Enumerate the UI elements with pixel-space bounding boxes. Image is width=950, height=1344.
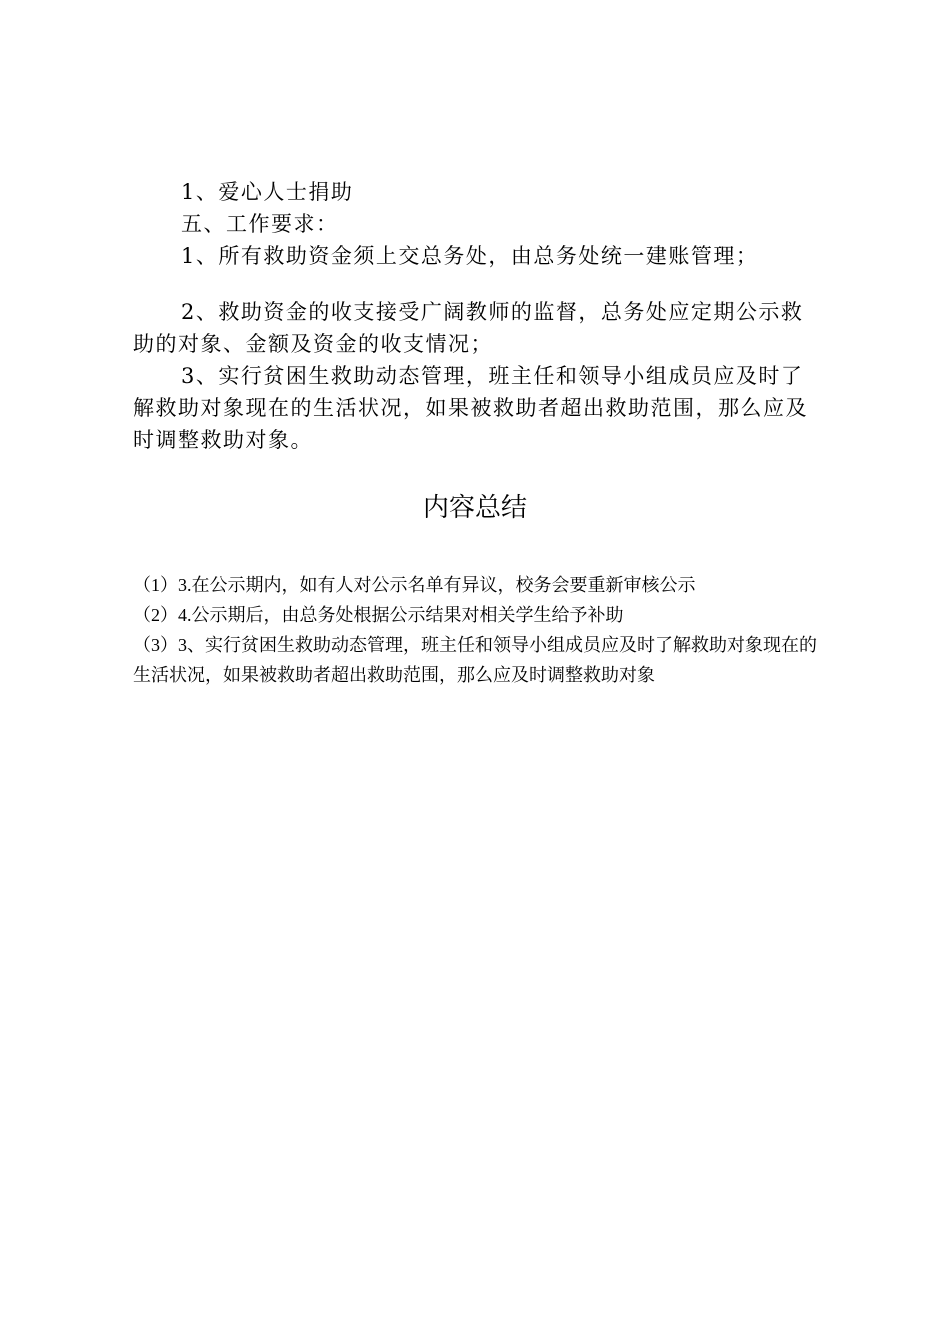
paragraph-requirement-3: 3、实行贫困生救助动态管理，班主任和领导小组成员应及时了解救助对象现在的生活状况，如果被救助者超出救助范围，那么应及时调整救助对象。	[133, 364, 808, 452]
section-heading-requirements: 五、工作要求：	[181, 212, 339, 236]
paragraph-requirement-2: 2、救助资金的收支接受广阔教师的监督，总务处应定期公示救助的对象、金额及资金的收支情况；	[133, 300, 804, 356]
summary-item-1: （1）3.在公示期内，如有人对公示名单有异议，校务会要重新审核公示	[133, 575, 696, 595]
paragraph-donation: 1、爱心人士捐助	[181, 180, 354, 204]
paragraph-requirement-1: 1、所有救助资金须上交总务处，由总务处统一建账管理；	[181, 244, 759, 268]
summary-title: 内容总结	[422, 493, 527, 523]
summary-item-3: （3）3、实行贫困生救助动态管理，班主任和领导小组成员应及时了解救助对象现在的生活状况，如果被救助者超出救助范围，那么应及时调整救助对象	[133, 635, 817, 685]
summary-item-2: （2）4.公示期后，由总务处根据公示结果对相关学生给予补助	[133, 605, 624, 625]
